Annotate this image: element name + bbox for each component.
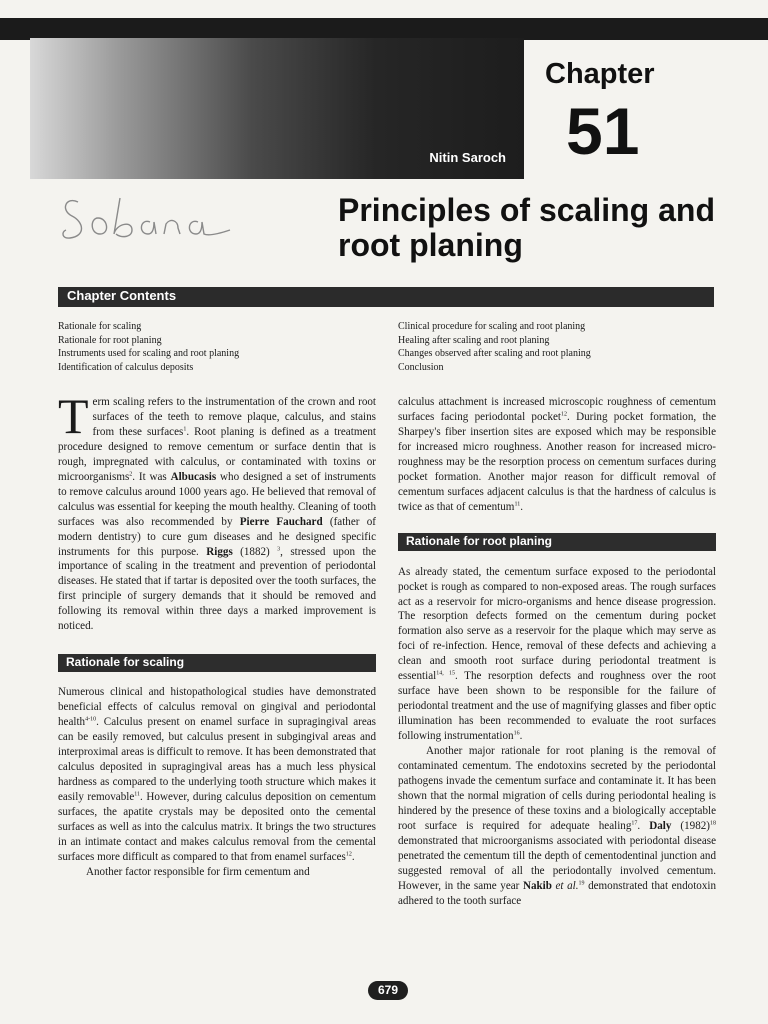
contents-item: Rationale for scaling <box>58 321 142 332</box>
body-paragraph: Another factor responsible for firm cementum and <box>86 865 310 878</box>
contents-item: Changes observed after scaling and root planing <box>398 348 591 359</box>
intro-paragraph: Term scaling refers to the instrumentation of the crown and root surfaces of the teeth to remove plaque, calculus, and stains from these surfaces$^1$. Root planing is defined as a treatment procedure designed to remove cementum or surface dentin that is rough, impregnated with calculus, or contaminated with toxins or microorganisms$^2$. It was Albucasis who designed a set of instruments to remove calculus around 1000 years ago. He believed that removal of calculus was essential for keeping the mouth healthy. Cleaning of tooth surfaces was also recommended by Pierre Fauchard (father of modern dentistry) to cure gum diseases and he designed specific instruments for this purpose. Riggs (1882) $^3$, stressed upon the importance of scaling in the treatment and prevention of periodontal diseases. He stated that if tartar is deposited over the tooth surfaces, the first principle of surgery demands that it should be removed and following its removal within three days a marked improvement is noticed. <box>58 388 376 633</box>
chapter-number: 51 <box>566 94 640 168</box>
left-column <box>58 388 376 880</box>
body-paragraph: Another major rationale for root planing is the removal of contaminated cementum. The endotoxins secreted by the periodontal pathogens invade the cementum surface and contaminate it. It has been shown that the normal migration of cells during periodontal healing is hindered by the presence of these toxins and a biologically acceptable root surface is required for adequate healing$^{17}$. Daly $(1982)^{18}$ demonstrated that microorganisms associated with periodontal disease penetrated the cementum till the depth of cementodentinal junction and suggested removal of all the periodontally involved cementum. However, in the same year Nakib et al.$^{19}$ demonstrated that endotoxin adhered to the tooth surface <box>398 745 716 907</box>
body-paragraph: Numerous clinical and histopathological studies have demonstrated beneficial effects of calculus removal on gingival and periodontal health$^{4-10}$. Calculus present on enamel surface in supragingival areas can be easily removed, but calculus present in subgingival areas and interproximal areas is difficult to remove. It has been demonstrated that calculus deposited in supragingival areas has a much less physical hardness as compared to the underlying tooth structure which makes it easily removable$^{11}$. However, during calculus deposition on cementum surfaces, the apatite crystals may be deposited onto the cemental surfaces as well as into the calculus matrix. It brings the two structures in an intimate contact and makes calculus removal from the cemental surfaces more difficult as compared to that from enamel surfaces$^{12}$. <box>58 686 376 863</box>
contents-item: Instruments used for scaling and root planing <box>58 348 240 359</box>
handwritten-signature <box>58 188 238 250</box>
chapter-title: Principles of scaling and root planing <box>338 192 715 263</box>
contents-heading: Chapter Contents <box>67 288 177 303</box>
contents-item: Conclusion <box>398 361 444 373</box>
top-dark-band <box>0 18 768 40</box>
section-heading-rationale-scaling: Rationale for scaling <box>66 655 185 670</box>
header-banner <box>30 38 524 179</box>
contents-item: Healing after scaling and root planing <box>398 334 550 346</box>
contents-list-right <box>398 320 591 374</box>
contents-item: Rationale for root planing <box>58 334 162 346</box>
chapter-label: Chapter <box>545 58 655 90</box>
body-paragraph: As already stated, the cementum surface exposed to the periodontal pocket is rough as compared to non-exposed areas. The rough surfaces act as a reservoir for micro-organisms and hence disease progression. The resorption defects formed on the cementum during pocket formation also serve as a reservoir for the plaque which may serve as foci of re-infection. Hence, removal of these defects and achieving a clean and smooth root surface during periodontal treatment is essential$^{14, 15}$. The resorption defects and roughness over the root surface have been shown to be responsible for the failure of periodontal treatment and the use of magnifying glasses and fiber optic illumination has been recommended to evaluate the root surfaces following instrumentation$^{16}$. <box>398 565 717 743</box>
page-number: 679 <box>377 983 399 997</box>
contents-item: Clinical procedure for scaling and root planing <box>398 321 586 332</box>
page-number-badge <box>368 981 408 1000</box>
drop-cap: T <box>58 388 89 444</box>
right-column <box>398 395 716 909</box>
section-heading-rationale-root-planing: Rationale for root planing <box>406 533 552 548</box>
contents-list-left <box>58 320 239 374</box>
body-paragraph: calculus attachment is increased microscopic roughness of cementum surfaces facing periodontal pocket$^{12}$. During pocket formation, the Sharpey's fiber insertion sites are exposed which may be responsible for increased micro roughness. Another reason for increased micro-roughness may be the resorption process on cementum surfaces during pocket formation. Another major reason for difficult removal of cementum surfaces adjacent calculus is that the hardness of calculus is twice as that of cementum$^{11}$. <box>398 396 716 513</box>
section-heading-bar <box>398 533 716 551</box>
contents-item: Identification of calculus deposits <box>58 361 194 373</box>
author-name: Nitin Saroch <box>429 150 506 165</box>
contents-heading-bar <box>58 287 714 307</box>
section-heading-bar <box>58 654 376 672</box>
